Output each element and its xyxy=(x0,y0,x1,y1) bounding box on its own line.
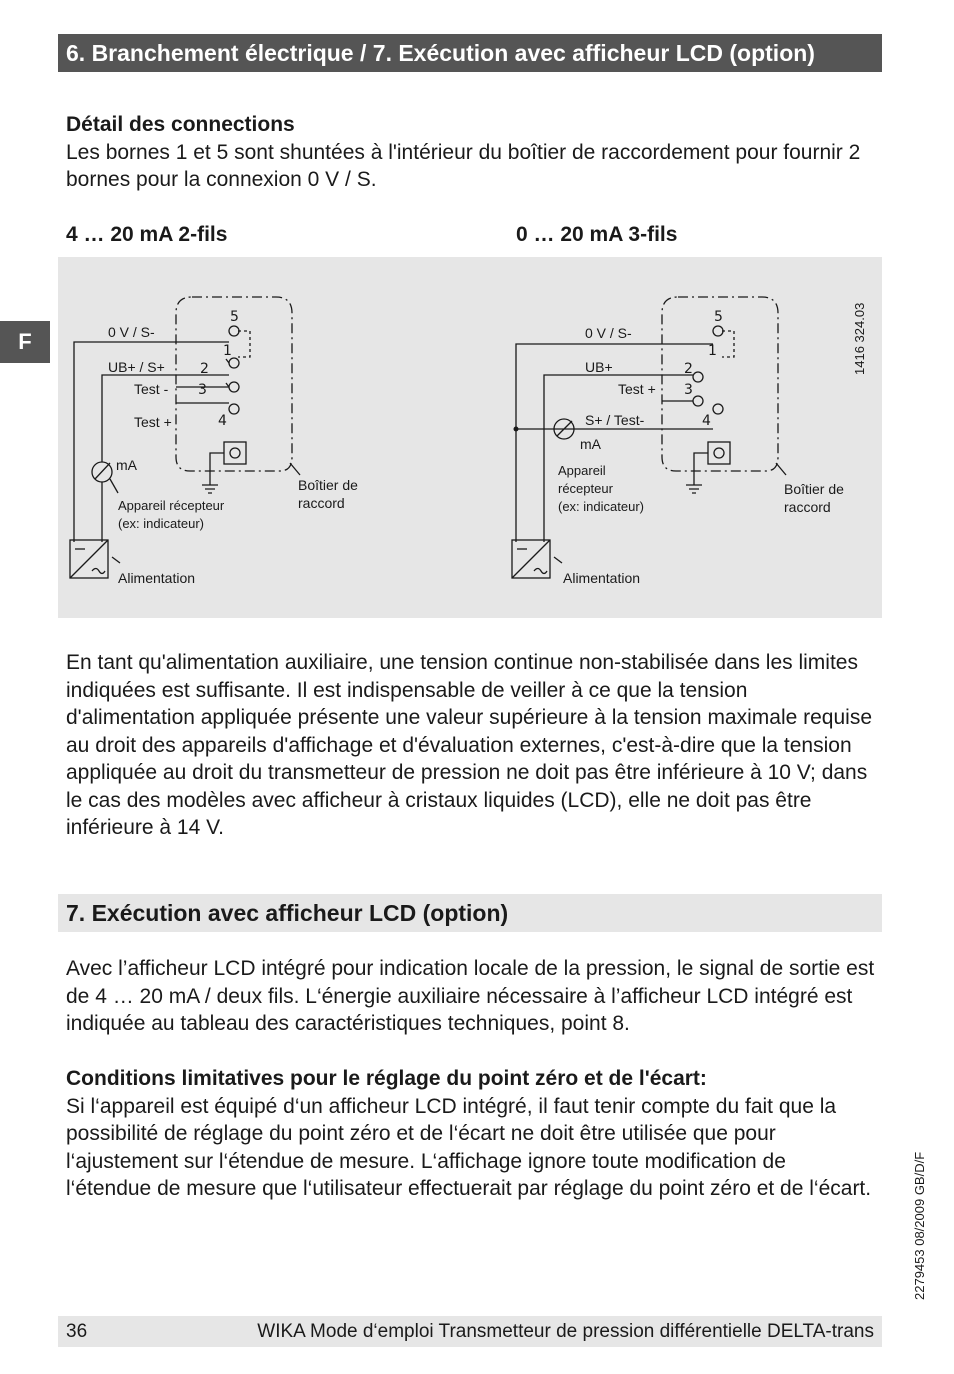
terminal-3-left: 3 xyxy=(198,382,207,398)
diagram-right-title: 0 … 20 mA 3-fils xyxy=(516,223,678,246)
label-receiver-right-2: récepteur xyxy=(558,481,613,496)
label-box-left-1: Boîtier de xyxy=(298,477,358,493)
conditions-heading: Conditions limitatives pour le réglage du point zéro et de l'écart: xyxy=(66,1067,707,1090)
page-footer xyxy=(58,1316,882,1347)
section-header-title: 6. Branchement électrique / 7. Exécution avec afficheur LCD (option) xyxy=(66,39,815,66)
label-receiver-left-1: Appareil récepteur xyxy=(118,498,225,513)
label-ma-right: mA xyxy=(580,436,601,452)
label-supply-right: Alimentation xyxy=(563,570,641,586)
label-box-right-1: Boîtier de xyxy=(784,481,844,497)
wiring-diagram xyxy=(58,257,882,618)
drawing-number: 1416 324.03 xyxy=(852,302,867,375)
label-receiver-right-1: Appareil xyxy=(558,463,606,478)
supply-paragraph: En tant qu'alimentation auxiliaire, une tension continue non-stabilisée dans les limites indiquées est suffisante. Il est indispensable de veiller à ce que la tension d'alimentation appliquée présente une valeur supérieure à la tension maximale requise au droit des appareils d'affichage et d'évaluation externes, c'est-à-dire que la tension appliquée au droit du transmetteur de pression ne doit pas être inférieure à 10 V; dans le cas des modèles avec afficheur à cristaux liquides (LCD), elle ne doit pas être inférieure à 14 V. xyxy=(66,651,873,839)
terminal-1-left: 1 xyxy=(223,343,232,359)
conditions-text: Si l‘appareil est équipé d‘un afficheur LCD intégré, il faut tenir compte du fait que la possibilité de réglage du point zéro et de l‘écart ne doit être utilisée que pour l‘ajustement sur l‘étendue de mesure. L‘affichage ignore toute modification de l‘étendue de mesure que l‘utilisateur effectuerait par réglage du point zéro et de l‘écart. xyxy=(66,1094,872,1200)
label-test-minus-left: Test - xyxy=(134,381,169,397)
label-ub-right: UB+ xyxy=(585,359,613,375)
label-box-left-2: raccord xyxy=(298,495,345,511)
label-supply-left: Alimentation xyxy=(118,570,196,586)
section7-intro: Avec l’afficheur LCD intégré pour indication locale de la pression, le signal de sortie est de 4 … 20 mA / deux fils. L‘énergie auxiliaire nécessaire à l’afficheur LCD intégré est indiquée au tableau des caractéristiques techniques, point 8. xyxy=(66,957,875,1035)
label-box-right-2: raccord xyxy=(784,499,831,515)
label-receiver-left-2: (ex: indicateur) xyxy=(118,516,204,531)
connections-heading: Détail des connections xyxy=(66,113,295,136)
wiring-diagram-svg xyxy=(58,257,882,618)
label-test-plus-right: Test + xyxy=(618,381,656,397)
terminal-2-left: 2 xyxy=(200,361,209,377)
footer-text: WIKA Mode d‘emploi Transmetteur de pression différentielle DELTA-trans xyxy=(257,1320,874,1342)
terminal-5-left: 5 xyxy=(230,309,239,325)
label-receiver-right-3: (ex: indicateur) xyxy=(558,499,644,514)
section7-intro-block xyxy=(66,955,876,1038)
terminal-1-right: 1 xyxy=(708,343,717,359)
section-header-7 xyxy=(58,894,882,932)
section7-conditions-block xyxy=(66,1065,876,1203)
terminal-4-left: 4 xyxy=(218,413,227,429)
terminal-4-right: 4 xyxy=(702,413,711,429)
terminal-2-right: 2 xyxy=(684,361,693,377)
label-ub-left: UB+ / S+ xyxy=(108,359,165,375)
label-ma-left: mA xyxy=(116,457,137,473)
connections-text: Les bornes 1 et 5 sont shuntées à l'intérieur du boîtier de raccordement pour fournir 2 bornes pour la connexion 0 V / S. xyxy=(66,140,861,191)
label-0v-right: 0 V / S- xyxy=(585,325,632,341)
terminal-5-right: 5 xyxy=(714,309,723,325)
page-number: 36 xyxy=(66,1320,88,1342)
terminal-3-right: 3 xyxy=(684,382,693,398)
connections-block xyxy=(66,111,876,194)
label-test-plus-left: Test + xyxy=(134,414,172,430)
supply-paragraph-block xyxy=(66,649,876,842)
language-tab: F xyxy=(0,321,50,363)
section7-title: 7. Exécution avec afficheur LCD (option) xyxy=(66,899,509,926)
label-0v-left: 0 V / S- xyxy=(108,324,155,340)
section-header-6 xyxy=(58,34,882,72)
diagram-left-title: 4 … 20 mA 2-fils xyxy=(66,223,228,246)
document-code: 2279453 08/2009 GB/D/F xyxy=(912,1151,927,1300)
label-s-test-right: S+ / Test- xyxy=(585,412,645,428)
